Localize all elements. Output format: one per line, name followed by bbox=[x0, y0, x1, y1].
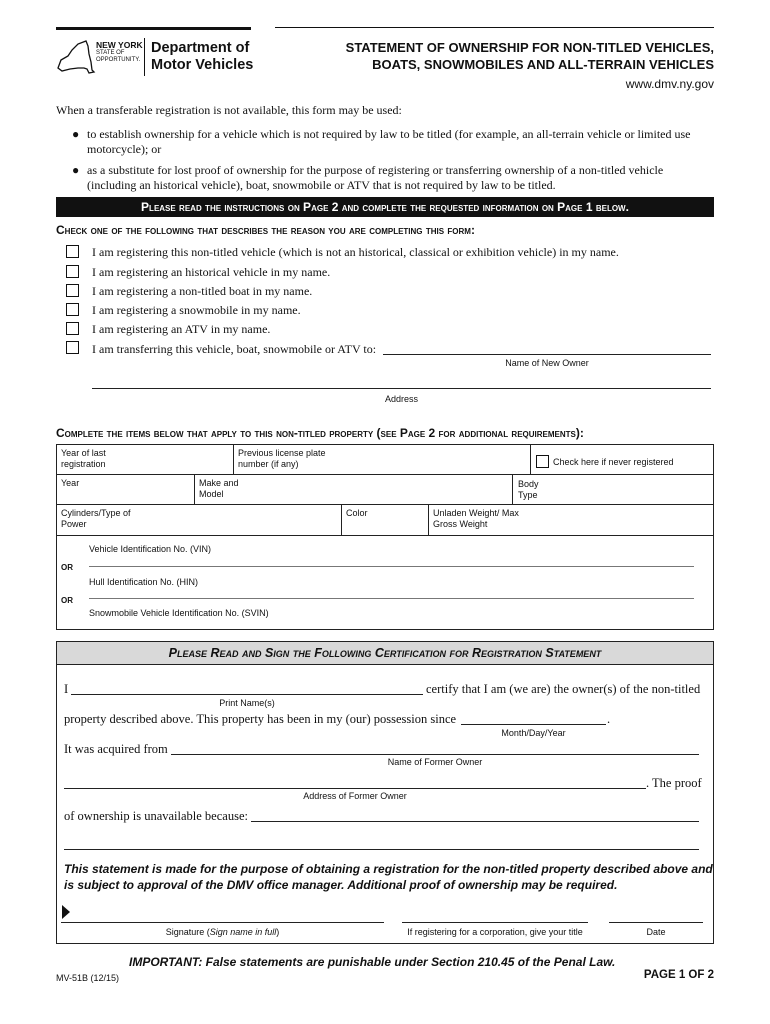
logo-state-line3: OPPORTUNITY. bbox=[96, 57, 141, 63]
signature-caption-close: ) bbox=[276, 927, 280, 937]
form-title-line2: BOATS, SNOWMOBILES AND ALL-TERRAIN VEHICLES bbox=[372, 57, 714, 72]
reason-option-6: I am transferring this vehicle, boat, snowmobile or ATV to: bbox=[92, 342, 377, 356]
vin-field[interactable] bbox=[89, 566, 694, 567]
cylinders-label: Cylinders/Type of Power bbox=[61, 508, 131, 529]
signature-caption-italic: Sign name in full bbox=[209, 927, 277, 937]
unavailable-reason-field-2[interactable] bbox=[64, 849, 699, 850]
hin-label: Hull Identification No. (HIN) bbox=[89, 577, 199, 587]
unavailable-reason-field-1[interactable] bbox=[251, 821, 699, 822]
acquired-text: It was acquired from bbox=[64, 742, 168, 756]
proof-text: . The proof bbox=[646, 776, 702, 790]
reason-option-3: I am registering a non-titled boat in my name. bbox=[92, 284, 313, 298]
print-names-caption: Print Name(s) bbox=[219, 698, 275, 708]
reason-checkbox-5[interactable] bbox=[66, 322, 79, 335]
intro-bullet-1-text: to establish ownership for a vehicle which is not required by law to be titled (for example, an all-terrain vehicle or limited use motorcycle); or bbox=[87, 127, 691, 156]
logo-dept-line1: Department of bbox=[151, 40, 250, 56]
print-names-field[interactable] bbox=[71, 694, 423, 695]
year-label: Year bbox=[61, 478, 80, 488]
signature-caption bbox=[61, 927, 384, 937]
intro-lead: When a transferable registration is not available, this form may be used: bbox=[56, 103, 402, 117]
never-registered-label: Check here if never registered bbox=[553, 457, 674, 467]
ny-state-logo bbox=[56, 36, 256, 82]
certification-heading-bar bbox=[57, 642, 713, 665]
weight-label: Unladen Weight/ Max Gross Weight bbox=[433, 508, 519, 529]
table-row-divider-3 bbox=[56, 535, 714, 536]
property-heading: Complete the items below that apply to this non-titled property (see Page 2 for additional requirements): bbox=[56, 426, 584, 440]
vin-label: Vehicle Identification No. (VIN) bbox=[89, 544, 212, 554]
make-model-label: Make and Model bbox=[199, 478, 239, 499]
intro-bullet-2-text: as a substitute for lost proof of ownership for the purpose of registering or transferring ownership of a non-titled vehicle (including an historical vehicle), boat, snowmobile or ATV that is not required by law to be titled. bbox=[87, 163, 664, 192]
corporation-caption: If registering for a corporation, give your title bbox=[407, 927, 583, 937]
table-col-divider bbox=[341, 504, 342, 535]
signature-field[interactable] bbox=[61, 922, 384, 923]
new-owner-name-field[interactable] bbox=[383, 354, 711, 355]
color-label: Color bbox=[346, 508, 368, 518]
signature-caption-text: Signature ( bbox=[165, 927, 210, 937]
reason-checkbox-2[interactable] bbox=[66, 265, 79, 278]
or-label-2: OR bbox=[61, 596, 73, 605]
form-id: MV-51B (12/15) bbox=[56, 973, 120, 983]
former-owner-address-field[interactable] bbox=[64, 788, 646, 789]
logo-state-text bbox=[96, 41, 143, 64]
reason-option-4: I am registering a snowmobile in my name. bbox=[92, 303, 301, 317]
address-caption: Address bbox=[384, 394, 419, 404]
reason-checkbox-3[interactable] bbox=[66, 284, 79, 297]
reason-option-1: I am registering this non-titled vehicle (which is not an historical, classical or exhibition vehicle) in my name. bbox=[92, 245, 619, 259]
or-label-1: OR bbox=[61, 563, 73, 572]
intro-bullet-2 bbox=[72, 163, 712, 193]
property-table bbox=[56, 444, 714, 630]
reason-option-2: I am registering an historical vehicle in my name. bbox=[92, 265, 331, 279]
logo-divider bbox=[144, 38, 145, 76]
signature-arrow-icon bbox=[61, 905, 71, 919]
top-rule-left bbox=[56, 27, 251, 30]
reason-heading: Check one of the following that describes the reason you are completing this form: bbox=[56, 223, 475, 237]
logo-state-line1: NEW YORK bbox=[96, 40, 143, 50]
i-word: I bbox=[64, 682, 69, 696]
logo-dept-text bbox=[151, 40, 253, 74]
ny-state-map-icon bbox=[56, 38, 98, 78]
page-number: PAGE 1 OF 2 bbox=[643, 969, 714, 981]
reason-checkbox-4[interactable] bbox=[66, 303, 79, 316]
reason-checkbox-6[interactable] bbox=[66, 341, 79, 354]
instructions-banner-text: Please read the instructions on Page 2 and complete the requested information on Page 1 below. bbox=[141, 200, 629, 214]
instructions-banner bbox=[56, 197, 714, 217]
unavailable-text: of ownership is unavailable because: bbox=[64, 809, 248, 823]
top-rule-right bbox=[275, 27, 714, 28]
logo-state-line2: STATE OF bbox=[96, 50, 125, 56]
reason-checkbox-1[interactable] bbox=[66, 245, 79, 258]
important-notice: IMPORTANT: False statements are punishable under Section 210.45 of the Penal Law. bbox=[129, 955, 616, 969]
certification-statement: This statement is made for the purpose of obtaining a registration for the non-titled property described above and is subject to approval of the DMV office manager. Additional proof of ownership may be required. bbox=[64, 862, 713, 892]
form-title-line1: STATEMENT OF OWNERSHIP FOR NON-TITLED VEHICLES, bbox=[345, 40, 714, 55]
new-owner-caption: Name of New Owner bbox=[505, 358, 589, 368]
reason-option-5: I am registering an ATV in my name. bbox=[92, 322, 271, 336]
table-col-divider bbox=[194, 474, 195, 504]
table-col-divider bbox=[530, 444, 531, 474]
bullet-icon: ● bbox=[72, 127, 80, 141]
certification-heading: Please Read and Sign the Following Certification for Registration Statement bbox=[168, 646, 602, 660]
table-col-divider bbox=[233, 444, 234, 474]
date-label: Date bbox=[646, 927, 666, 937]
certify-text: certify that I am (we are) the owner(s) of the non-titled bbox=[426, 682, 701, 696]
property-text: property described above. This property has been in my (our) possession since bbox=[64, 712, 457, 726]
intro-bullet-1 bbox=[72, 127, 712, 157]
table-row-divider-1 bbox=[56, 474, 714, 475]
corporation-title-field[interactable] bbox=[402, 922, 588, 923]
previous-plate-label: Previous license plate number (if any) bbox=[238, 448, 326, 469]
hin-field[interactable] bbox=[89, 598, 694, 599]
former-owner-name-field[interactable] bbox=[171, 754, 699, 755]
period: . bbox=[607, 712, 611, 726]
bullet-icon: ● bbox=[72, 163, 80, 177]
never-registered-checkbox[interactable] bbox=[536, 455, 549, 468]
table-row-divider-2 bbox=[56, 504, 714, 505]
date-caption: Month/Day/Year bbox=[501, 728, 566, 738]
year-last-registration-label: Year of last registration bbox=[61, 448, 106, 469]
body-type-label: Body Type bbox=[518, 479, 539, 500]
svin-label: Snowmobile Vehicle Identification No. (SVIN) bbox=[89, 608, 269, 618]
table-col-divider bbox=[512, 474, 513, 504]
new-owner-address-field[interactable] bbox=[92, 388, 711, 389]
logo-dept-line2: Motor Vehicles bbox=[151, 57, 254, 73]
former-owner-caption: Name of Former Owner bbox=[387, 757, 483, 767]
date-field[interactable] bbox=[609, 922, 703, 923]
possession-date-field[interactable] bbox=[461, 724, 606, 725]
form-title bbox=[284, 39, 714, 73]
table-col-divider bbox=[428, 504, 429, 535]
former-address-caption: Address of Former Owner bbox=[303, 791, 407, 801]
website: www.dmv.ny.gov bbox=[625, 77, 714, 91]
